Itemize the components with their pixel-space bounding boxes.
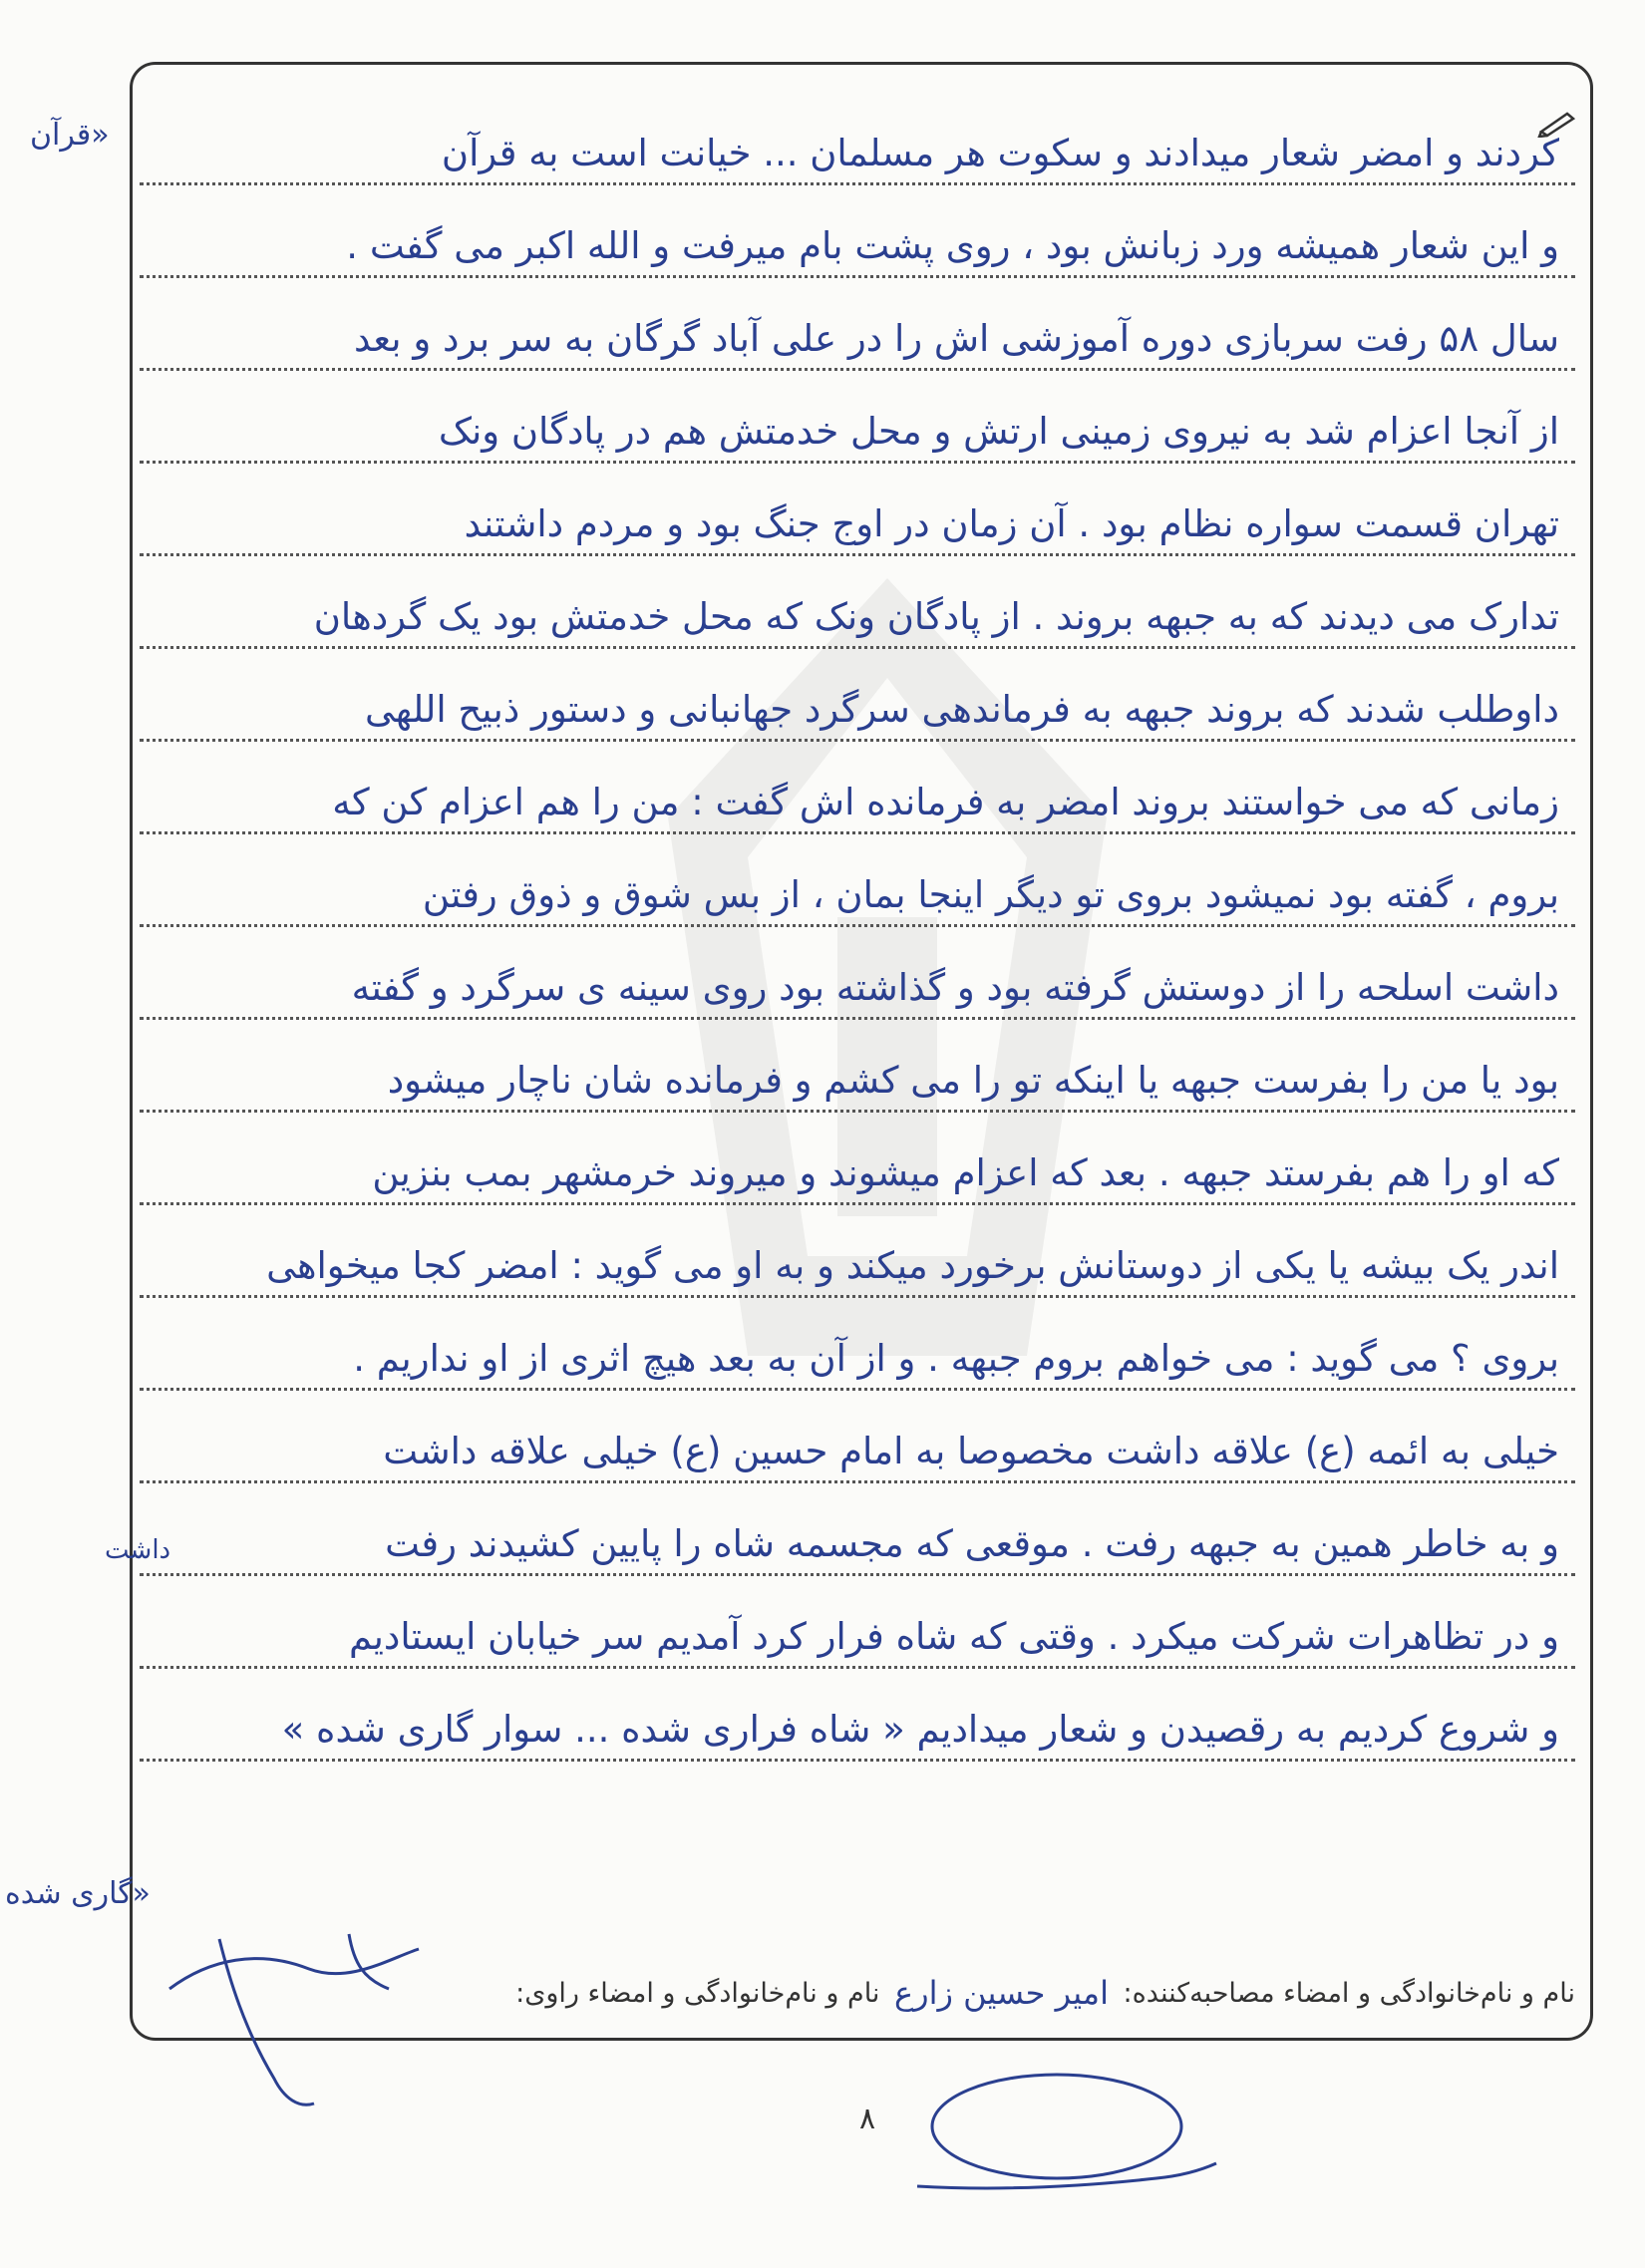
text-line-content: سال ۵۸ رفت سربازی دوره آموزشی اش را در علی آباد گرگان به سر برد و بعد bbox=[353, 317, 1559, 360]
text-line bbox=[140, 1022, 1575, 1113]
text-line bbox=[140, 744, 1575, 834]
interviewer-label: نام و نام‌خانوادگی و امضاء مصاحبه‌کننده: bbox=[1123, 1977, 1575, 2009]
text-line-content: داشت اسلحه را از دوستش گرفته بود و گذاشته بود روی سینه ی سرگرد و گفته bbox=[351, 966, 1559, 1009]
text-line bbox=[140, 466, 1575, 556]
text-line-content: از آنجا اعزام شد به نیروی زمینی ارتش و محل خدمتش هم در پادگان ونک bbox=[438, 410, 1559, 453]
text-line bbox=[140, 1671, 1575, 1762]
text-line-content: و به خاطر همین به جبهه رفت . موقعی که مجسمه شاه را پایین کشیدند رفت bbox=[385, 1522, 1559, 1565]
text-line bbox=[140, 95, 1575, 185]
page-number: ۸ bbox=[859, 2102, 876, 2136]
margin-note-overflow: داشت bbox=[105, 1535, 171, 1565]
text-line bbox=[140, 558, 1575, 649]
text-line bbox=[140, 373, 1575, 464]
text-line-content: بروم ، گفته بود نمیشود بروی تو دیگر اینجا بمان ، از بس شوق و ذوق رفتن bbox=[422, 873, 1559, 916]
text-line bbox=[140, 929, 1575, 1020]
text-line bbox=[140, 1300, 1575, 1391]
text-line bbox=[140, 1485, 1575, 1576]
narrator-signature bbox=[877, 2069, 1236, 2218]
text-line-content: بروی ؟ می گوید : می خواهم بروم جبهه . و از آن به بعد هیچ اثری از او نداریم . bbox=[353, 1337, 1559, 1380]
text-line-content: بود یا من را بفرست جبهه یا اینکه تو را می کشم و فرمانده شان ناچار میشود bbox=[387, 1059, 1559, 1102]
text-line-content: اندر یک بیشه یا یکی از دوستانش برخورد میکند و به او می گوید : امضر کجا میخواهی bbox=[266, 1244, 1559, 1287]
text-line-content: داوطلب شدند که بروند جبهه به فرماندهی سرگرد جهانبانی و دستور ذبیح اللهی bbox=[364, 688, 1559, 731]
text-line-content: زمانی که می خواستند بروند امضر به فرمانده اش گفت : من را هم اعزام کن که bbox=[332, 781, 1559, 823]
interviewer-name: امیر حسین زارع bbox=[894, 1974, 1109, 2012]
text-line-content: کردند و امضر شعار میدادند و سکوت هر مسلمان ... خیانت است به قرآن bbox=[441, 132, 1559, 174]
text-line bbox=[140, 1115, 1575, 1205]
handwritten-text-lines bbox=[140, 95, 1575, 1969]
text-line bbox=[140, 651, 1575, 742]
text-line-content: تهران قسمت سواره نظام بود . آن زمان در اوج جنگ بود و مردم داشتند bbox=[464, 502, 1559, 545]
text-line-content: خیلی به ائمه (ع) علاقه داشت مخصوصا به امام حسین (ع) خیلی علاقه داشت bbox=[383, 1430, 1559, 1472]
text-line bbox=[140, 1393, 1575, 1483]
interviewer-signature bbox=[150, 1919, 449, 2118]
text-line-content: که او را هم بفرستد جبهه . بعد که اعزام میشوند و میروند خرمشهر بمب بنزین bbox=[372, 1151, 1559, 1194]
text-line-content: و در تظاهرات شرکت میکرد . وقتی که شاه فرار کرد آمدیم سر خیابان ایستادیم bbox=[348, 1615, 1559, 1658]
text-line bbox=[140, 280, 1575, 371]
text-line bbox=[140, 836, 1575, 927]
text-line-content: تدارک می دیدند که به جبهه بروند . از پادگان ونک که محل خدمتش بود یک گردهان bbox=[313, 595, 1559, 638]
text-line bbox=[140, 187, 1575, 278]
text-line bbox=[140, 1578, 1575, 1669]
narrator-label: نام و نام‌خانوادگی و امضاء راوی: bbox=[515, 1977, 880, 2009]
margin-note-bottom-left: «گاری شده bbox=[5, 1876, 151, 1911]
text-line-content: و این شعار همیشه ورد زبانش بود ، روی پشت بام میرفت و الله اکبر می گفت . bbox=[346, 224, 1559, 267]
margin-note-top-left: «قرآن bbox=[30, 118, 110, 153]
text-line-content: و شروع کردیم به رقصیدن و شعار میدادیم « شاه فراری شده ... سوار گاری شده » bbox=[281, 1708, 1559, 1751]
text-line bbox=[140, 1207, 1575, 1298]
